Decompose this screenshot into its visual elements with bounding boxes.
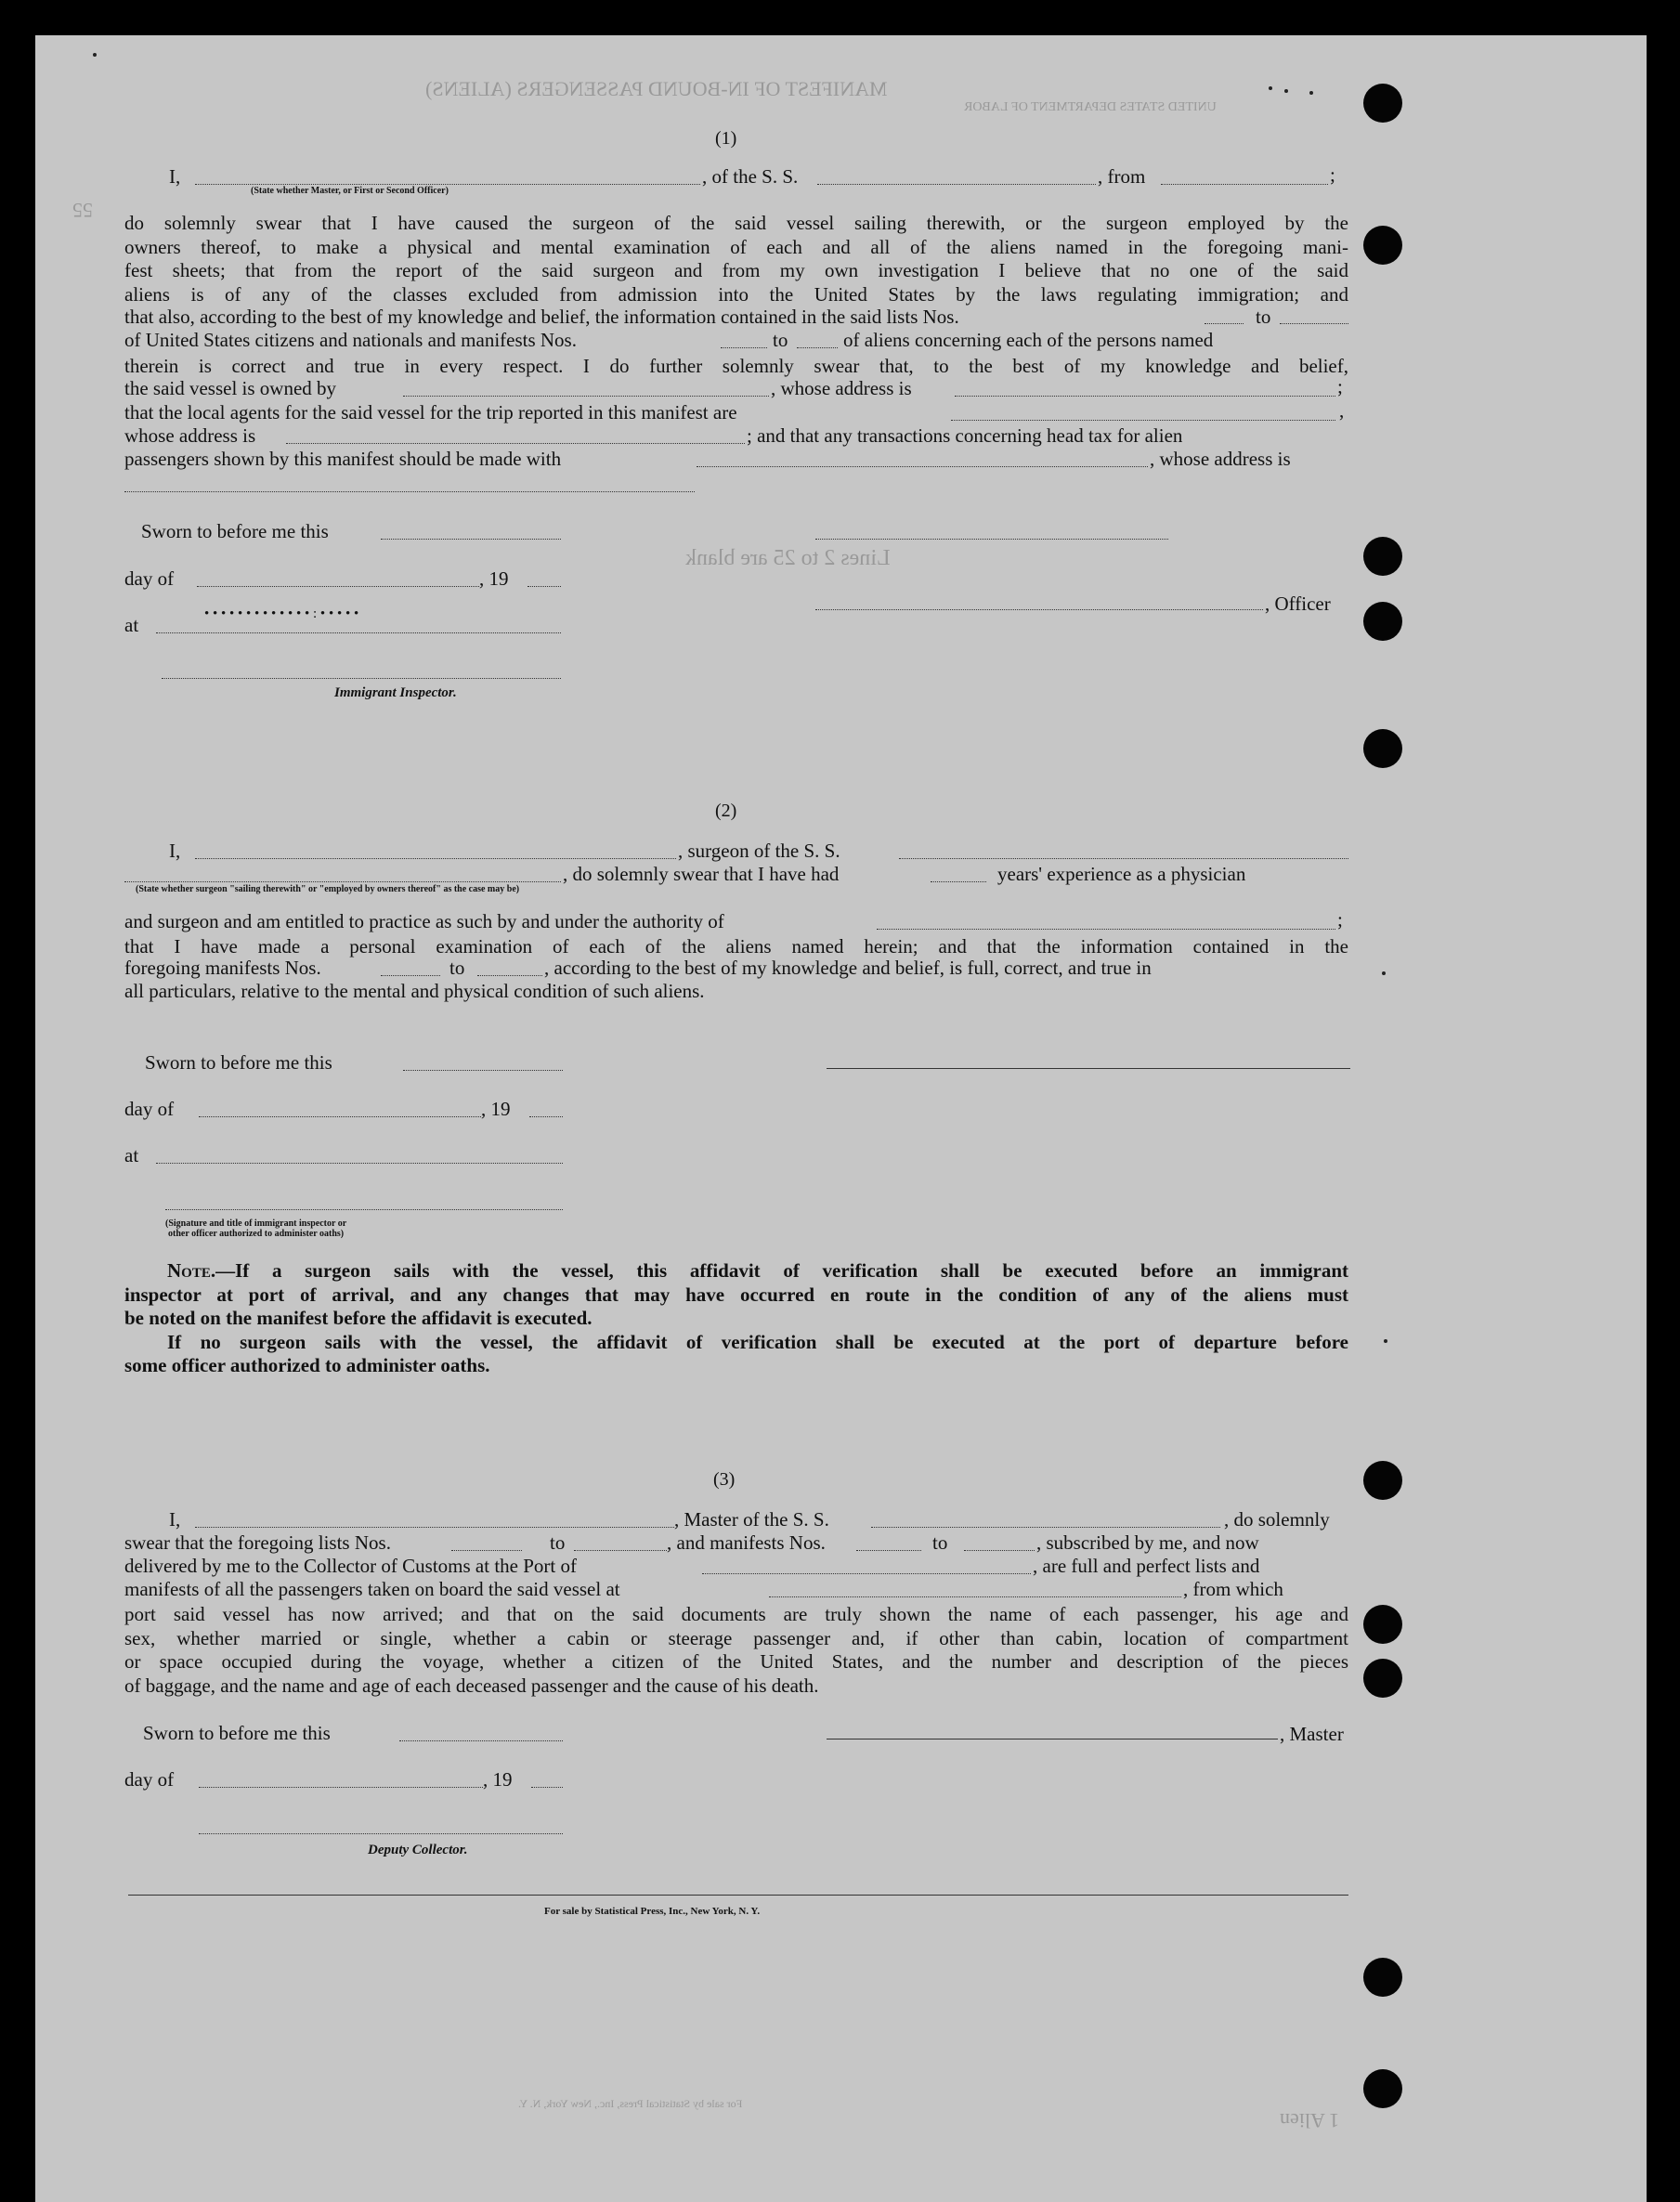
section-3-heading: (3) <box>713 1469 736 1490</box>
s1-owner-line <box>403 396 769 397</box>
s2-line5-tail: , according to the best of my knowledge and belief, is full, correct, and true in <box>544 957 1152 979</box>
s2-sig-note-2: other officer authorized to administer oaths) <box>168 1229 345 1239</box>
s2-line4 <box>124 935 1348 959</box>
s3-body <box>124 1603 1348 1698</box>
s2-year-line <box>529 1116 563 1117</box>
s1-body <box>124 212 1348 306</box>
bleed-through-middle: Lines 2 to 25 are blank <box>685 546 891 570</box>
s2-line3-end: ; <box>1337 908 1343 931</box>
s3-nineteen: , 19 <box>483 1768 513 1791</box>
s1-body-line: owners thereof, to make a physical and mental examination of each and all of the aliens named in the foregoing mani- <box>124 235 1348 258</box>
bleed-through-header-right: UNITED STATES DEPARTMENT OF LABOR <box>964 100 1217 114</box>
s3-line4: manifests of all the passengers taken on board the said vessel at <box>124 1578 620 1600</box>
s1-at: at <box>124 614 139 636</box>
s1-line6-to: to <box>773 329 788 351</box>
s1-at-line <box>156 632 561 633</box>
s2-signature-line <box>827 1068 1350 1069</box>
s1-agents-line <box>951 420 1335 421</box>
s1-manifest-from-line <box>721 347 767 348</box>
s3-sworn-line <box>399 1740 563 1741</box>
punch-hole <box>1363 226 1402 265</box>
s3-i: I, <box>169 1508 181 1531</box>
scan-speck <box>93 53 97 57</box>
s2-manifest-to-line <box>477 975 542 976</box>
s2-manifest-from-line <box>381 975 440 976</box>
scan-speck <box>1284 89 1288 93</box>
section-1-heading: (1) <box>715 128 737 149</box>
s1-dots: • • • • • • • • • • • • • : • • • • • <box>204 606 359 621</box>
s1-manifest-to-line <box>797 347 838 348</box>
footer-printer: For sale by Statistical Press, Inc., New York, N. Y. <box>544 1906 761 1917</box>
s3-ship-line <box>871 1527 1220 1528</box>
s3-body-line: or space occupied during the voyage, whether a citizen of the United States, and the number and description of the pieces <box>124 1650 1348 1674</box>
bleed-through-header: MANIFEST OF IN-BOUND PASSENGERS (ALIENS) <box>425 77 888 100</box>
s2-at: at <box>124 1144 139 1166</box>
s1-line8: the said vessel is owned by <box>124 377 337 399</box>
s3-master-of: , Master of the S. S. <box>674 1508 829 1531</box>
bleed-through-margin: 55 <box>72 199 93 222</box>
s1-owner-address-line <box>955 396 1335 397</box>
s3-embark-line <box>769 1596 1181 1597</box>
s1-line11: passengers shown by this manifest should be made with <box>124 448 562 470</box>
s1-sworn-line <box>381 539 561 540</box>
s3-master-name-line <box>195 1527 674 1528</box>
section-2-heading: (2) <box>715 801 737 821</box>
s1-line8-address: , whose address is <box>771 377 912 399</box>
s1-body-line: aliens is of any of the classes excluded from admission into the United States by the laws regulating immigration; and <box>124 282 1348 306</box>
s3-day-of: day of <box>124 1768 175 1791</box>
s2-ship-line <box>899 858 1348 859</box>
s2-years: years' experience as a physician <box>997 863 1246 885</box>
scan-speck <box>1269 86 1272 90</box>
note-line-4: If no surgeon sails with the vessel, the affidavit of verification shall be executed at the port of departure before <box>167 1330 1348 1353</box>
note-block <box>124 1259 1348 1378</box>
s1-of-ss: , of the S. S. <box>702 165 799 188</box>
scan-speck <box>1309 91 1313 95</box>
s3-line3: delivered by me to the Collector of Customs at the Port of <box>124 1555 577 1577</box>
s1-from: , from <box>1098 165 1146 188</box>
s3-line4-tail: , from which <box>1183 1578 1283 1600</box>
note-line-1 <box>124 1259 1348 1283</box>
s1-line6-tail: of aliens concerning each of the persons named <box>843 329 1214 351</box>
s1-line11-tail: , whose address is <box>1150 448 1291 470</box>
s3-list-from-line <box>451 1550 522 1551</box>
s1-line5: that also, according to the best of my knowledge and belief, the information contained in the said lists Nos. <box>124 306 959 328</box>
s1-line5-to: to <box>1256 306 1271 328</box>
punch-hole <box>1363 1605 1402 1644</box>
s3-solemnly: , do solemnly <box>1224 1508 1330 1531</box>
manifest-back-page <box>35 35 1647 2202</box>
scan-speck <box>1382 971 1386 975</box>
s1-headtax-address-line <box>124 491 695 492</box>
s3-deputy-label: Deputy Collector. <box>368 1843 468 1857</box>
s1-year-line <box>527 586 561 587</box>
s3-year-line <box>531 1787 563 1788</box>
s1-officer-signature-line <box>815 609 1263 610</box>
s1-from-line <box>1161 184 1328 185</box>
s2-day-of: day of <box>124 1098 175 1120</box>
s1-line6: of United States citizens and nationals and manifests Nos. <box>124 329 577 351</box>
punch-hole <box>1363 84 1402 123</box>
s2-surgeon-name-line <box>195 858 676 859</box>
s1-line10: whose address is <box>124 424 256 447</box>
s2-sworn: Sworn to before me this <box>145 1051 332 1074</box>
s1-signature-line <box>815 539 1168 540</box>
s2-sig-note-1: (Signature and title of immigrant inspector or <box>165 1218 347 1229</box>
s3-line2-manifests: , and manifests Nos. <box>667 1531 826 1554</box>
s1-line10-tail: ; and that any transactions concerning head tax for alien <box>747 424 1183 447</box>
scan-speck <box>1384 1339 1387 1343</box>
s2-surgeon-of: , surgeon of the S. S. <box>678 840 840 862</box>
s2-sworn-line <box>403 1070 563 1071</box>
s3-sworn: Sworn to before me this <box>143 1722 331 1744</box>
s1-body-line: do solemnly swear that I have caused the surgeon of the said vessel sailing therewith, or the surgeon employed by the <box>124 212 1348 234</box>
s2-nineteen: , 19 <box>481 1098 511 1120</box>
s1-semicolon: ; <box>1330 163 1335 186</box>
punch-hole <box>1363 1958 1402 1997</box>
s1-day-line <box>197 586 479 587</box>
s2-line4-text: that I have made a personal examination of each of the aliens named herein; and that the information contained in the <box>124 935 1348 958</box>
s2-day-line <box>199 1116 481 1117</box>
punch-hole <box>1363 1461 1402 1500</box>
note-line-5: some officer authorized to administer oaths. <box>124 1354 490 1377</box>
s3-line2: swear that the foregoing lists Nos. <box>124 1531 391 1554</box>
s1-officer: , Officer <box>1265 593 1331 615</box>
s1-sworn: Sworn to before me this <box>141 520 329 542</box>
s2-at-line <box>156 1163 563 1164</box>
note-line-2: inspector at port of arrival, and any changes that may have occurred en route in the condition of any of the aliens must <box>124 1283 1348 1306</box>
s3-line2-to2: to <box>932 1531 948 1554</box>
s3-line2-to: to <box>550 1531 566 1554</box>
note-lead: —If a surgeon sails with the vessel, this affidavit of verification shall be executed before an immigrant <box>215 1259 1348 1282</box>
s2-line5-to: to <box>449 957 465 979</box>
punch-hole <box>1363 602 1402 641</box>
s2-line6: all particulars, relative to the mental and physical condition of such aliens. <box>124 980 705 1002</box>
s1-day-of: day of <box>124 567 175 590</box>
s1-inspector-line <box>162 678 561 679</box>
note-label: Note. <box>167 1259 216 1282</box>
bleed-through-side: 1 Alien <box>1280 2109 1340 2132</box>
punch-hole <box>1363 1659 1402 1698</box>
s2-line5: foregoing manifests Nos. <box>124 957 321 979</box>
s1-line9: that the local agents for the said vessel for the trip reported in this manifest are <box>124 401 737 423</box>
s1-ship-name-line <box>817 184 1096 185</box>
s3-line2-tail: , subscribed by me, and now <box>1036 1531 1259 1554</box>
s1-list-to-line <box>1280 323 1348 324</box>
s2-line3: and surgeon and am entitled to practice as such by and under the authority of <box>124 910 724 932</box>
s2-authority-line <box>877 929 1335 930</box>
s1-agents-address-line <box>286 443 745 444</box>
punch-hole <box>1363 2069 1402 2108</box>
s1-nineteen: , 19 <box>479 567 509 590</box>
bleed-through-bottom: For sale by Statistical Press, Inc., New York, N. Y. <box>518 2097 743 2110</box>
s3-master: , Master <box>1280 1723 1344 1745</box>
s1-i: I, <box>169 165 181 188</box>
s2-capacity-line <box>124 881 561 882</box>
footer-rule <box>128 1895 1348 1896</box>
s3-body-line: of baggage, and the name and age of each deceased passenger and the cause of his death. <box>124 1674 819 1697</box>
s1-body-line: fest sheets; that from the report of the said surgeon and from my own investigation I believe that no one of the said <box>124 259 1348 282</box>
s3-list-to-line <box>574 1550 667 1551</box>
s2-surgeon-note: (State whether surgeon "sailing therewith" or "employed by owners thereof" as the case may be) <box>136 884 520 894</box>
punch-hole <box>1363 729 1402 768</box>
s3-port-line <box>702 1573 1031 1574</box>
s1-headtax-line <box>697 466 1148 467</box>
s1-line9-end: , <box>1339 399 1345 422</box>
s3-manifest-from-line <box>856 1550 921 1551</box>
s2-years-line <box>931 881 986 882</box>
s2-swear: , do solemnly swear that I have had <box>563 863 840 885</box>
s1-line7-text: therein is correct and true in every respect. I do further solemnly swear that, to the best of my knowledge and belief, <box>124 355 1348 377</box>
s1-officer-name-line <box>195 184 700 185</box>
s3-body-line: sex, whether married or single, whether a cabin or steerage passenger and, if other than cabin, location of compartment <box>124 1626 1348 1649</box>
s1-inspector-label: Immigrant Inspector. <box>334 685 457 700</box>
s1-line7 <box>124 355 1348 379</box>
s3-body-line: port said vessel has now arrived; and that on the said documents are truly shown the name of each passenger, his age and <box>124 1603 1348 1625</box>
s1-list-from-line <box>1205 323 1244 324</box>
s1-master-note: (State whether Master, or First or Second Officer) <box>251 186 449 196</box>
s3-day-line <box>199 1787 483 1788</box>
s2-inspector-line <box>165 1209 563 1210</box>
s1-line8-end: ; <box>1337 375 1343 397</box>
punch-hole <box>1363 537 1402 576</box>
s3-manifest-to-line <box>964 1550 1035 1551</box>
s2-i: I, <box>169 840 181 862</box>
s3-collector-line <box>199 1833 563 1834</box>
note-line-3: be noted on the manifest before the affidavit is executed. <box>124 1307 593 1330</box>
s3-line3-tail: , are full and perfect lists and <box>1033 1555 1260 1577</box>
